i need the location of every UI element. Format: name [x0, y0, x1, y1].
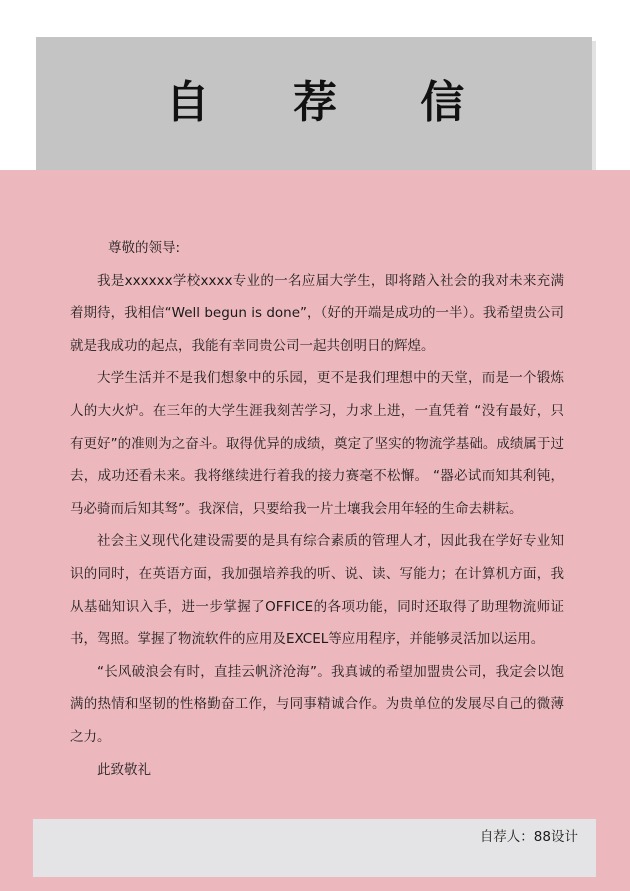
signature: 自荐人：88设计 — [479, 829, 578, 845]
page-title: 自 荐 信 — [165, 77, 499, 129]
paragraph: 社会主义现代化建设需要的是具有综合素质的管理人才，因此我在学好专业知识的同时，在英语方面，我加强培养我的听、说、读、写能力；在计算机方面，我从基础知识入手，进一步掌握了OFFICE的各项功能，同时还取得了助理物流师证书，驾照。掌握了物流软件的应用及EXCEL等应用程序，并能够灵活加以运用。 — [70, 533, 564, 648]
paragraph: 我是xxxxxx学校xxxx专业的一名应届大学生，即将踏入社会的我对未来充满着期待，我相信“Well begun is done”，（好的开端是成功的一半）。我希望贵公司就是我成功的起点，我能有幸同贵公司一起共创明日的辉煌。 — [70, 272, 564, 354]
paragraph: “长风破浪会有时，直挂云帆济沧海”。我真诚的希望加盟贵公司，我定会以饱满的热情和坚韧的性格勤奋工作，与同事精诚合作。为贵单位的发展尽自己的微薄之力。 — [70, 663, 564, 745]
closing-line: 此致敬礼 — [97, 761, 151, 778]
letter-body — [70, 232, 564, 786]
paragraph: 大学生活并不是我们想象中的乐园，更不是我们理想中的天堂，而是一个锻炼人的大火炉。在三年的大学生涯我刻苦学习，力求上进，一直凭着 “没有最好，只有更好”的准则为之奋斗。取得优异的成绩，奠定了坚实的物流学基础。成绩属于过去，成功还看未来。我将继续进行着我的接力赛毫不松懈。 “器必试而知其利钝，马必骑而后知其驽”。我深信，只要给我一片土壤我会用年轻的生命去耕耘。 — [70, 370, 564, 517]
salutation: 尊敬的领导: — [108, 240, 181, 256]
signature-box — [33, 819, 596, 877]
